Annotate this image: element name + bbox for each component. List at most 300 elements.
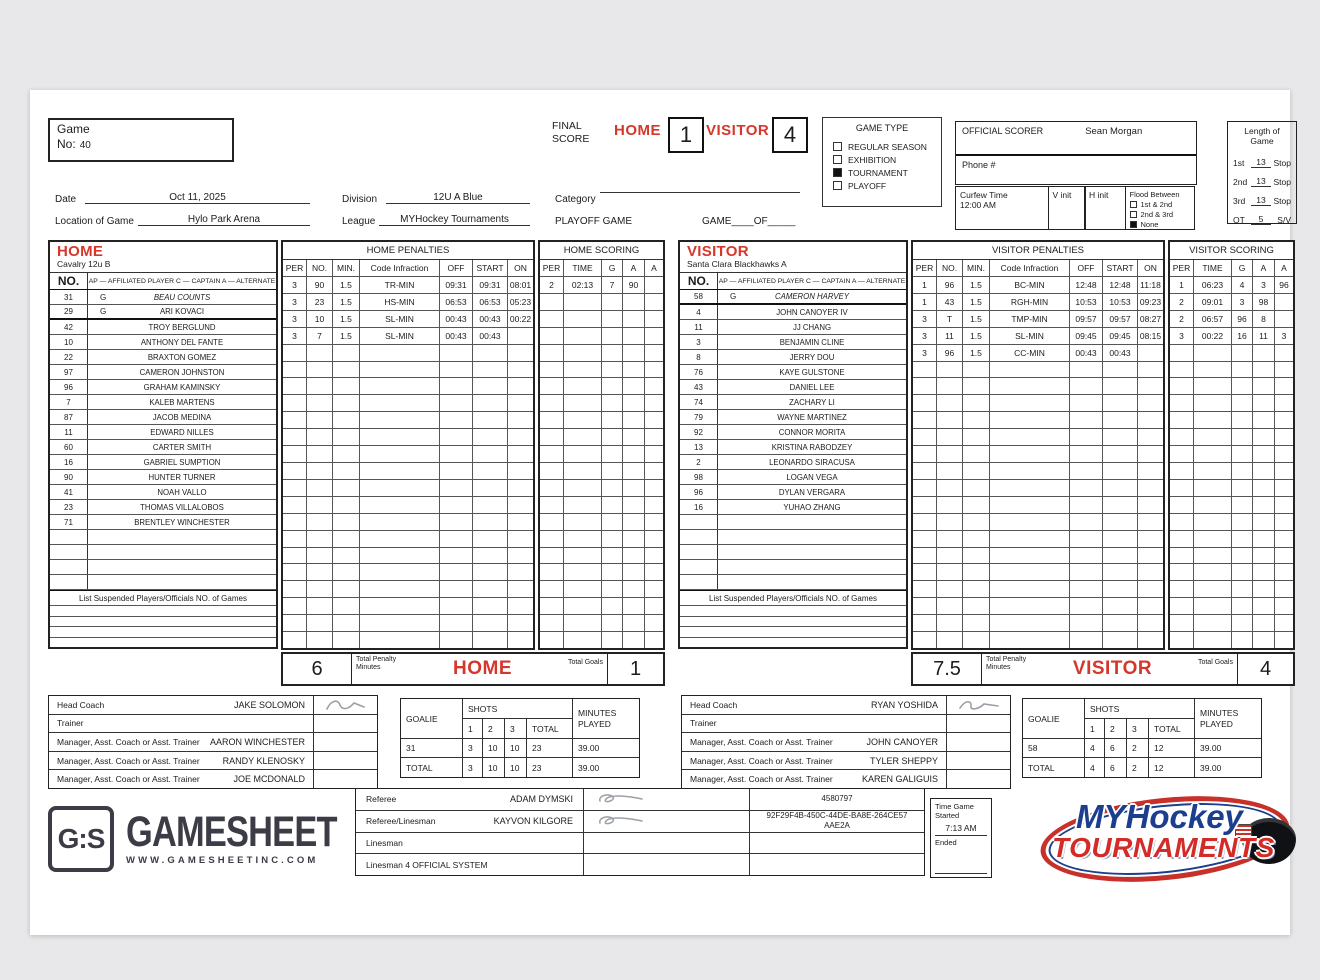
penalty-row: [283, 395, 533, 412]
penalty-start: [473, 463, 508, 479]
myhockey-wordmark: MYHockey: [1076, 798, 1243, 835]
penalty-row: [283, 598, 533, 615]
tournaments-wordmark: TOURNAMENTS: [1052, 832, 1275, 863]
penalty-off: [440, 497, 473, 513]
official-id: [750, 854, 924, 875]
position-letter: G: [730, 292, 737, 301]
league-label: League: [342, 216, 376, 227]
col-code: Code Infraction: [360, 260, 440, 276]
player-name: BRENTLEY WINCHESTER: [134, 517, 230, 527]
penalty-player: [307, 429, 333, 445]
scoring-row: [1170, 480, 1293, 497]
assist2: [645, 581, 663, 597]
roster-row: [50, 350, 276, 365]
game-type-option-label: REGULAR SEASON: [848, 141, 927, 152]
flood-option: [1130, 199, 1190, 209]
scoring-row: [540, 632, 663, 648]
period-minutes: 13: [1251, 157, 1271, 168]
penalty-player: [307, 480, 333, 496]
assist2: [645, 395, 663, 411]
penalty-minutes: [963, 480, 990, 496]
goal-scorer: [602, 548, 623, 564]
checkbox-icon: [833, 181, 842, 190]
player-number: 23: [50, 500, 88, 514]
penalty-off: [440, 531, 473, 547]
penalty-code: [360, 463, 440, 479]
assist2: [1275, 463, 1293, 479]
assist2: [645, 446, 663, 462]
penalty-row: [913, 328, 1163, 345]
official-role: Linesman: [366, 837, 403, 848]
penalty-on: [508, 362, 533, 378]
penalty-minutes: [963, 598, 990, 614]
official-row: [356, 833, 924, 855]
goal-scorer: [602, 480, 623, 496]
scoring-row: [540, 548, 663, 565]
staff-row: [49, 715, 377, 734]
player-number: 74: [680, 395, 718, 409]
penalty-start: [1103, 531, 1138, 547]
penalty-start: [473, 362, 508, 378]
shots-col-3: 3: [505, 719, 527, 739]
col-code: Code Infraction: [990, 260, 1070, 276]
goal-period: [540, 548, 564, 564]
assist1: 90: [623, 277, 645, 293]
home-total-goals: 1: [607, 654, 663, 684]
penalty-player: [307, 548, 333, 564]
penalty-period: [283, 514, 307, 530]
penalty-period: [913, 497, 937, 513]
penalty-period: 3: [283, 294, 307, 310]
goal-scorer: [602, 328, 623, 344]
penalty-minutes: [963, 362, 990, 378]
penalty-player: [937, 362, 963, 378]
penalty-code: [990, 548, 1070, 564]
penalty-off: [1070, 480, 1103, 496]
curfew-box: [955, 186, 1049, 230]
penalty-period: [283, 429, 307, 445]
penalty-code: [360, 412, 440, 428]
player-number: 79: [680, 410, 718, 424]
goal-period: 3: [1170, 328, 1194, 344]
penalty-period: [913, 615, 937, 631]
roster-row: [50, 320, 276, 335]
scoring-row: [1170, 514, 1293, 531]
goal-time: [1194, 497, 1232, 513]
roster-row: [50, 365, 276, 380]
penalty-on: 08:01: [509, 279, 532, 290]
scoring-row: [540, 412, 663, 429]
official-scorer-name: Sean Morgan: [1085, 126, 1143, 137]
signature-cell: [946, 715, 1010, 733]
staff-role: Manager, Asst. Coach or Asst. Trainer: [57, 774, 200, 785]
flood-options: [1130, 199, 1190, 229]
penalty-row: [913, 632, 1163, 648]
flood-option-label: 1st & 2nd: [1140, 199, 1173, 209]
home-staff-table: [48, 695, 378, 789]
assist1: [1253, 564, 1275, 580]
penalty-off: [440, 463, 473, 479]
goalie-number: 31: [401, 739, 463, 758]
player-number: 58: [680, 290, 718, 303]
assist2: [1275, 497, 1293, 513]
player-number: [680, 530, 718, 544]
visitor-team-name: Santa Clara Blackhawks A: [687, 259, 787, 269]
roster-row: [50, 425, 276, 440]
shots-p1: 4: [1085, 739, 1105, 758]
scoring-row: [1170, 378, 1293, 395]
period-label: OT: [1233, 215, 1245, 225]
length-row: [1233, 187, 1291, 206]
visitor-totals-band: [911, 652, 1295, 686]
penalty-on: [508, 632, 533, 648]
goal-period: [1170, 598, 1194, 614]
staff-role: Head Coach: [690, 699, 738, 710]
visitor-scoring-table: [1168, 240, 1295, 650]
visitor-final-score: 4: [772, 117, 808, 153]
penalty-off: [440, 412, 473, 428]
penalty-start: 10:53: [1103, 294, 1138, 310]
penalty-minutes: 1.5: [963, 277, 990, 293]
penalty-start: [1103, 378, 1138, 394]
penalty-row: [913, 531, 1163, 548]
penalty-code: [360, 362, 440, 378]
penalty-player: 7: [307, 328, 333, 344]
player-name: KALEB MARTENS: [149, 397, 215, 407]
goal-scorer: [602, 395, 623, 411]
roster-row: [680, 455, 906, 470]
roster-row: [680, 545, 906, 560]
flood-label: Flood Between: [1129, 190, 1180, 199]
assist1: [623, 480, 645, 496]
scoring-row: [1170, 395, 1293, 412]
goal-scorer: [602, 294, 623, 310]
scoring-row: [1170, 564, 1293, 581]
scoring-row: [540, 328, 663, 345]
game-type-option: [833, 166, 941, 179]
signature-cell: [946, 770, 1010, 788]
goal-time: [564, 531, 602, 547]
penalty-period: [283, 531, 307, 547]
penalty-row: [913, 497, 1163, 514]
goal-scorer: [602, 581, 623, 597]
staff-role: Manager, Asst. Coach or Asst. Trainer: [690, 736, 833, 747]
penalty-on: [1138, 497, 1163, 513]
penalty-row: [283, 345, 533, 362]
length-row: [1233, 149, 1291, 168]
player-number: 4: [680, 305, 718, 319]
goal-period: [1170, 564, 1194, 580]
player-number: 13: [680, 440, 718, 454]
category-value: [600, 192, 800, 193]
penalty-on: [508, 328, 533, 344]
official-id: 92F29F4B-450C-44DE-BA8E-264CE57AAE2A: [766, 811, 908, 831]
player-number: [50, 575, 88, 589]
penalty-period: [283, 598, 307, 614]
v-init-box: V init: [1048, 186, 1086, 230]
penalty-period: [913, 362, 937, 378]
penalty-player: [307, 497, 333, 513]
game-label: Game: [57, 122, 90, 136]
penalty-player: [937, 480, 963, 496]
penalty-on: [508, 548, 533, 564]
shots-p2: 6: [1105, 739, 1127, 758]
penalty-on: [508, 497, 533, 513]
penalty-period: [283, 345, 307, 361]
roster-row: [50, 575, 276, 590]
penalty-on: [1138, 412, 1163, 428]
penalty-minutes: [963, 514, 990, 530]
penalty-on: 09:23: [1139, 296, 1162, 307]
length-row: [1233, 206, 1291, 225]
scoring-row: [540, 345, 663, 362]
scoring-row: [1170, 581, 1293, 598]
scoring-row: [540, 463, 663, 480]
minutes-played: 39.00: [578, 762, 600, 773]
visitor-scoring-rows: [1170, 277, 1293, 648]
penalty-row: [913, 548, 1163, 565]
signature-cell: [313, 696, 377, 714]
penalty-off: [440, 429, 473, 445]
penalty-period: 3: [913, 328, 937, 344]
staff-name: JAKE SOLOMON: [233, 699, 305, 710]
roster-row: [680, 515, 906, 530]
minutes-played: 39.00: [1195, 739, 1261, 758]
assist2: [1275, 412, 1293, 428]
penalty-on: [508, 463, 533, 479]
player-number: 2: [680, 455, 718, 469]
roster-row: [680, 320, 906, 335]
assist1: [1253, 412, 1275, 428]
penalty-start: [1103, 429, 1138, 445]
assist2: [1275, 480, 1293, 496]
goal-period: 2: [1170, 311, 1194, 327]
penalty-on: 08:27: [1139, 313, 1162, 324]
penalty-on: [1138, 463, 1163, 479]
visitor-total-goals: 4: [1237, 654, 1293, 684]
penalty-code: TMP-MIN: [990, 311, 1070, 327]
penalty-player: [937, 615, 963, 631]
official-id: 4580797: [821, 794, 853, 804]
player-name: YUHAO ZHANG: [783, 502, 841, 512]
signature-cell: [946, 733, 1010, 751]
player-name: JERRY DOU: [789, 352, 835, 362]
player-number: 43: [680, 380, 718, 394]
goal-time: [564, 632, 602, 648]
scoring-row: [540, 480, 663, 497]
gamesheet-url: WWW.GAMESHEETINC.COM: [126, 854, 319, 866]
flood-option: [1130, 209, 1190, 219]
checkbox-icon: [1130, 221, 1137, 228]
roster-row: [50, 470, 276, 485]
time-ended-value: [935, 847, 987, 874]
roster-row: [50, 530, 276, 545]
staff-role: Trainer: [690, 718, 717, 729]
curfew-label: Curfew Time: [960, 190, 1008, 200]
roster-row: [680, 485, 906, 500]
assist1: [623, 362, 645, 378]
signature-cell: [313, 715, 377, 733]
penalty-off: [1070, 497, 1103, 513]
period-label: 1st: [1233, 158, 1245, 168]
assist2: [1275, 294, 1293, 310]
goal-time: [564, 514, 602, 530]
penalty-period: 3: [913, 345, 937, 361]
goalie-header: GOALIE: [401, 699, 463, 739]
goal-scorer: [1232, 463, 1253, 479]
goal-period: [1170, 531, 1194, 547]
goal-scorer: [1232, 531, 1253, 547]
player-name: JOHN CANOYER IV: [776, 307, 848, 317]
goalie-total-label: TOTAL: [1023, 758, 1085, 777]
penalty-minutes: [963, 412, 990, 428]
penalty-period: [283, 480, 307, 496]
goal-scorer: [1232, 615, 1253, 631]
goal-time: [564, 395, 602, 411]
penalty-on: [1138, 362, 1163, 378]
game-type-options: [833, 140, 941, 192]
home-suspended-rows: [50, 606, 276, 647]
player-number: [680, 575, 718, 589]
penalty-start: [473, 615, 508, 631]
goal-period: [540, 446, 564, 462]
goal-time: [1194, 548, 1232, 564]
penalty-period: [913, 581, 937, 597]
penalty-row: [913, 362, 1163, 379]
penalty-row: [913, 598, 1163, 615]
penalty-player: [937, 598, 963, 614]
assist2: [645, 412, 663, 428]
penalty-minutes: [333, 446, 360, 462]
scoring-row: [1170, 598, 1293, 615]
penalty-player: [937, 429, 963, 445]
penalty-code: [360, 598, 440, 614]
penalty-minutes: 1.5: [333, 277, 360, 293]
player-number: 11: [50, 425, 88, 439]
shots-p2: 10: [483, 739, 505, 758]
penalty-minutes: [333, 531, 360, 547]
assist1: [623, 514, 645, 530]
penalty-row: [283, 446, 533, 463]
assist1: [623, 615, 645, 631]
shots-p1: 3: [463, 758, 483, 777]
penalty-player: 96: [937, 345, 963, 361]
penalty-minutes: [333, 564, 360, 580]
penalty-code: [990, 615, 1070, 631]
goal-scorer: [1232, 429, 1253, 445]
goal-time: [564, 328, 602, 344]
game-of-label: GAME____OF_____: [702, 216, 796, 227]
penalty-on: [1138, 514, 1163, 530]
penalty-on: [508, 378, 533, 394]
goal-period: [1170, 362, 1194, 378]
visitor-penalty-rows: [913, 277, 1163, 648]
assist1: [623, 548, 645, 564]
goal-time: [1194, 429, 1232, 445]
goal-time: [564, 598, 602, 614]
penalty-code: [360, 531, 440, 547]
shots-col-2: 2: [483, 719, 505, 739]
shots-p3: 2: [1127, 758, 1149, 777]
penalty-on: [508, 598, 533, 614]
home-penalties-title: HOME PENALTIES: [283, 242, 533, 260]
col-assist1: A: [1253, 260, 1275, 276]
col-no: NO.: [937, 260, 963, 276]
scoring-row: [1170, 412, 1293, 429]
penalty-minutes: [333, 429, 360, 445]
penalty-period: [283, 564, 307, 580]
penalty-period: [913, 412, 937, 428]
scoring-row: [540, 446, 663, 463]
penalty-on: [1138, 598, 1163, 614]
scoring-row: [1170, 632, 1293, 648]
period-mode: Stop: [1273, 177, 1291, 187]
penalty-off: [1070, 564, 1103, 580]
shots-col-3: 3: [1127, 719, 1149, 739]
player-number: 41: [50, 485, 88, 499]
player-name: BEAU COUNTS: [153, 292, 211, 302]
assist1: [1253, 615, 1275, 631]
penalty-code: [990, 632, 1070, 648]
penalty-row: [283, 581, 533, 598]
goal-scorer: [1232, 581, 1253, 597]
player-name: HUNTER TURNER: [148, 472, 216, 482]
penalty-player: 10: [307, 311, 333, 327]
goal-time: [564, 446, 602, 462]
penalty-on: [1138, 429, 1163, 445]
penalty-period: [913, 395, 937, 411]
scoring-row: [540, 531, 663, 548]
penalty-off: [1070, 395, 1103, 411]
penalty-period: [283, 378, 307, 394]
penalty-row: [283, 277, 533, 294]
penalty-player: [307, 632, 333, 648]
assist2: [1275, 598, 1293, 614]
assist1: [623, 497, 645, 513]
penalty-row: [913, 277, 1163, 294]
home-scoring-rows: [540, 277, 663, 648]
penalty-on: 05:23: [509, 296, 532, 307]
goal-period: [1170, 463, 1194, 479]
assist2: [1275, 581, 1293, 597]
penalty-period: [283, 412, 307, 428]
league-value: MYHockey Tournaments: [379, 214, 530, 226]
player-name: BENJAMIN CLINE: [779, 337, 845, 347]
goal-period: [540, 480, 564, 496]
penalty-period: [283, 446, 307, 462]
total-pim-label: Total Penalty Minutes: [986, 656, 1027, 672]
scoring-row: [540, 497, 663, 514]
assist2: [1275, 548, 1293, 564]
officials-table: [355, 788, 925, 876]
penalty-code: [360, 632, 440, 648]
penalty-start: 09:45: [1103, 328, 1138, 344]
total-pim-label: Total Penalty Minutes: [356, 656, 397, 672]
penalty-off: [1070, 548, 1103, 564]
penalty-minutes: [963, 615, 990, 631]
goal-time: [564, 412, 602, 428]
penalty-start: [1103, 632, 1138, 648]
goal-period: [540, 395, 564, 411]
ap-header: AP — AFFILIATED PLAYER C — CAPTAIN A — ALTERNATE: [88, 277, 276, 285]
assist1: [1253, 480, 1275, 496]
penalty-period: [913, 598, 937, 614]
shots-total: 23: [527, 758, 573, 777]
assist2: [1275, 615, 1293, 631]
penalty-row: [913, 581, 1163, 598]
penalty-row: [283, 514, 533, 531]
goal-scorer: [602, 615, 623, 631]
